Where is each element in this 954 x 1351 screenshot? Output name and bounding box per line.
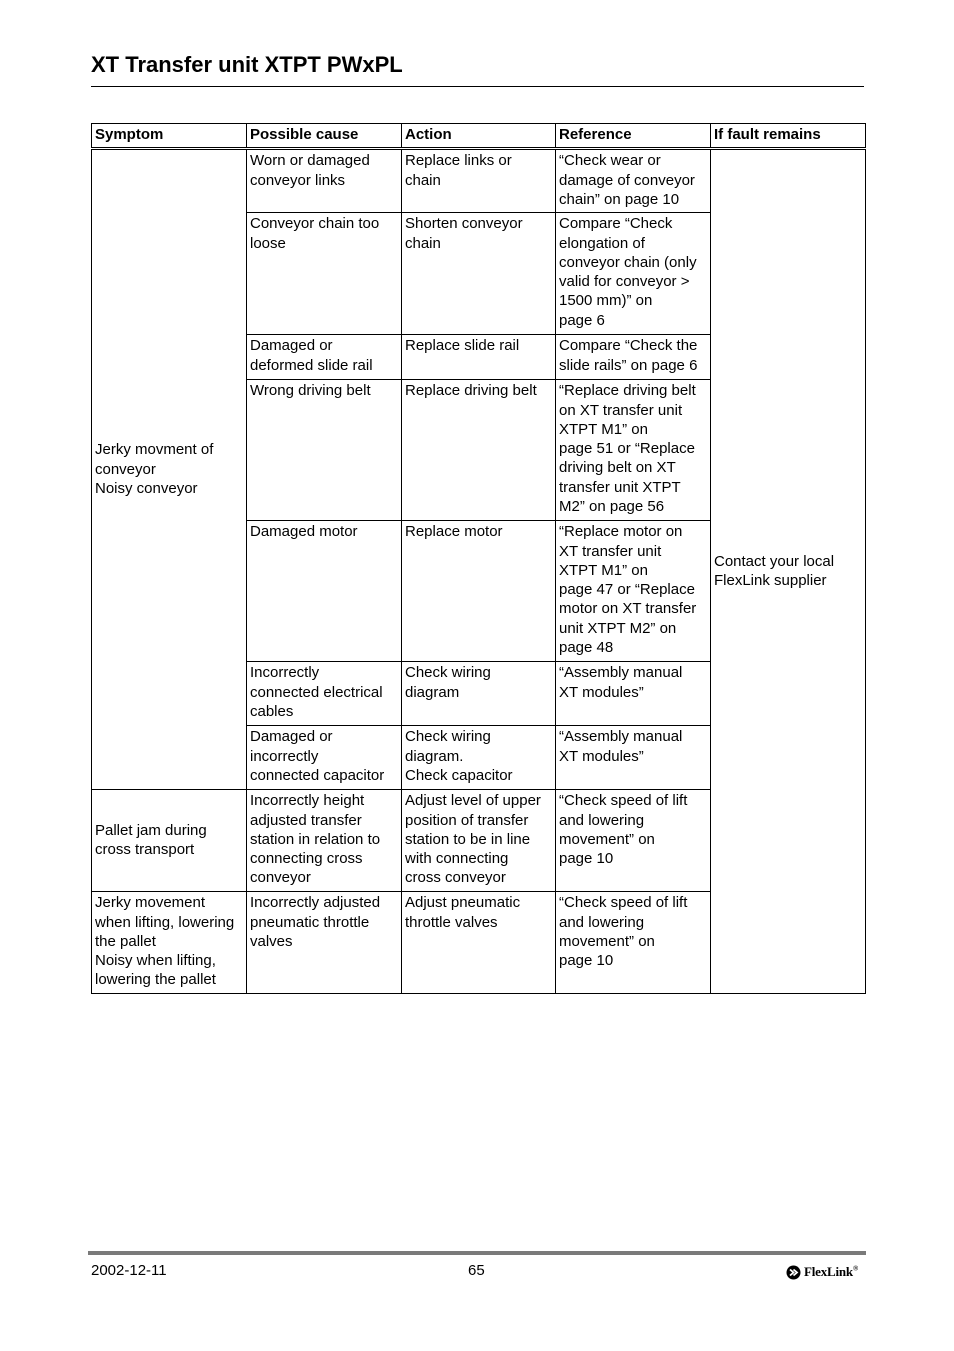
title-rule bbox=[91, 86, 864, 87]
cause-cell: Wrong driving belt bbox=[247, 380, 402, 521]
column-header: Possible cause bbox=[247, 124, 402, 149]
action-cell: Check wiring diagram bbox=[402, 662, 556, 726]
action-cell: Replace slide rail bbox=[402, 335, 556, 380]
cause-cell: Incorrectly height adjusted transfer station in relation to connecting cross conveyor bbox=[247, 790, 402, 892]
symptom-cell: Jerky movment of conveyor Noisy conveyor bbox=[92, 149, 247, 790]
cause-cell: Conveyor chain too loose bbox=[247, 213, 402, 335]
page-title: XT Transfer unit XTPT PWxPL bbox=[91, 52, 403, 77]
table-header-row bbox=[92, 124, 866, 149]
cause-cell: Incorrectly adjusted pneumatic throttle valves bbox=[247, 892, 402, 994]
column-header: Symptom bbox=[92, 124, 247, 149]
symptom-cell: Pallet jam during cross transport bbox=[92, 790, 247, 892]
cause-cell: Worn or damaged conveyor links bbox=[247, 149, 402, 213]
column-header: Reference bbox=[556, 124, 711, 149]
cause-cell: Damaged or incorrectly connected capacitor bbox=[247, 726, 402, 790]
column-header: Action bbox=[402, 124, 556, 149]
reference-cell: “Replace motor on XT transfer unit XTPT M1” on page 47 or “Replace motor on XT transfer unit XTPT M2” on page 48 bbox=[556, 521, 711, 662]
reference-cell: “Replace driving belt on XT transfer unit XTPT M1” on page 51 or “Replace driving belt on XT transfer unit XTPT M2” on page 56 bbox=[556, 380, 711, 521]
reference-cell: Compare “Check the slide rails” on page 6 bbox=[556, 335, 711, 380]
action-cell: Check wiring diagram. Check capacitor bbox=[402, 726, 556, 790]
cause-cell: Damaged or deformed slide rail bbox=[247, 335, 402, 380]
if-fault-remains-cell: Contact your local FlexLink supplier bbox=[711, 149, 866, 994]
reference-cell: “Check wear or damage of conveyor chain” on page 10 bbox=[556, 149, 711, 213]
reference-cell: Compare “Check elongation of conveyor chain (only valid for conveyor > 1500 mm)” on page 6 bbox=[556, 213, 711, 335]
action-cell: Replace links or chain bbox=[402, 149, 556, 213]
action-cell: Replace motor bbox=[402, 521, 556, 662]
action-cell: Adjust pneumatic throttle valves bbox=[402, 892, 556, 994]
reference-cell: “Assembly manual XT modules” bbox=[556, 662, 711, 726]
reference-cell: “Check speed of lift and lowering movement” on page 10 bbox=[556, 892, 711, 994]
reference-cell: “Check speed of lift and lowering movement” on page 10 bbox=[556, 790, 711, 892]
symptom-cell: Jerky movement when lifting, lowering the pallet Noisy when lifting, lowering the pallet bbox=[92, 892, 247, 994]
logo-wordmark: FlexLink® bbox=[804, 1264, 858, 1279]
table-row bbox=[92, 149, 866, 213]
reference-cell: “Assembly manual XT modules” bbox=[556, 726, 711, 790]
column-header: If fault remains bbox=[711, 124, 866, 149]
flexlink-mark-icon bbox=[786, 1265, 801, 1280]
action-cell: Shorten conveyor chain bbox=[402, 213, 556, 335]
flexlink-logo bbox=[786, 1264, 858, 1280]
page-number: 65 bbox=[468, 1262, 485, 1279]
action-cell: Adjust level of upper position of transfer station to be in line with connecting cross conveyor bbox=[402, 790, 556, 892]
cause-cell: Damaged motor bbox=[247, 521, 402, 662]
troubleshooting-table bbox=[91, 123, 866, 994]
footer-date: 2002-12-11 bbox=[91, 1262, 167, 1279]
action-cell: Replace driving belt bbox=[402, 380, 556, 521]
cause-cell: Incorrectly connected electrical cables bbox=[247, 662, 402, 726]
footer-rule bbox=[88, 1251, 866, 1255]
